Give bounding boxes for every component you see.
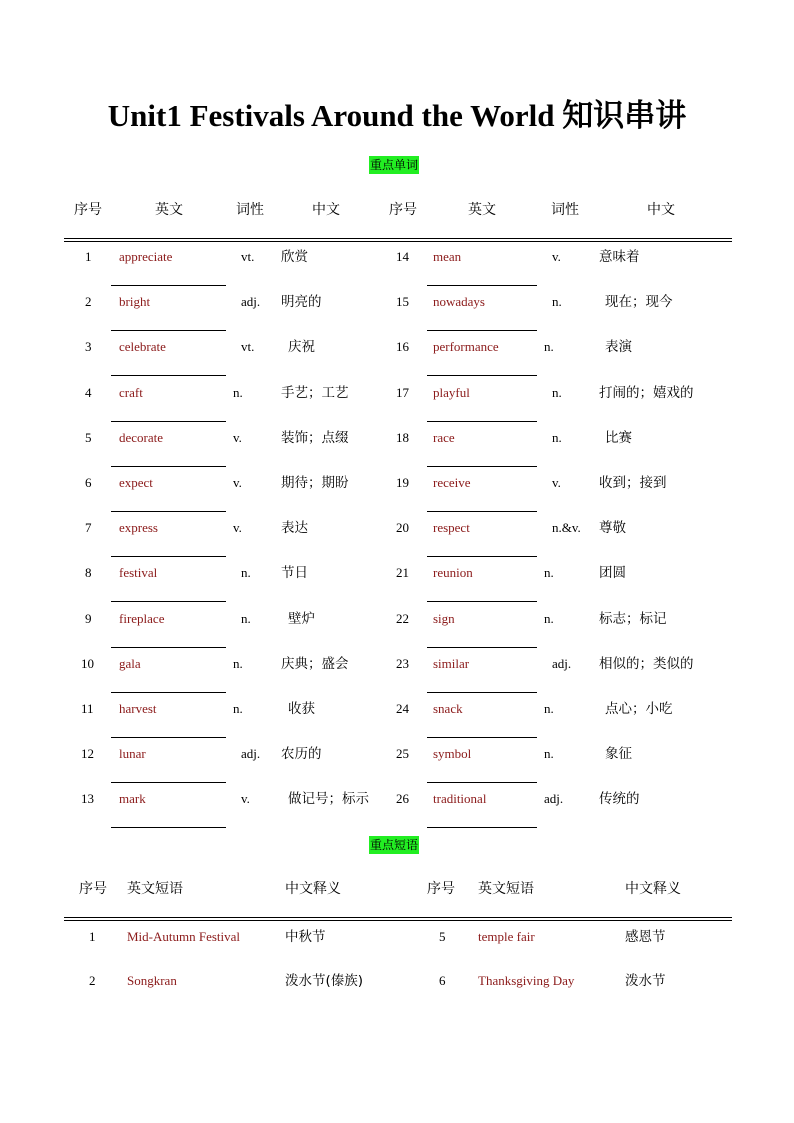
vocab-chinese-meaning: 相似的；类似的	[599, 655, 694, 672]
vocab-part-of-speech: n.	[233, 701, 243, 716]
vocab-word: performance	[433, 339, 499, 355]
vocab-number: 3	[85, 339, 92, 355]
header-rule-bottom	[64, 241, 732, 242]
vocab-header-cell: 英文	[155, 202, 183, 218]
vocab-chinese-meaning: 团圆	[599, 565, 626, 582]
vocab-word: harvest	[119, 701, 157, 716]
vocab-part-of-speech: v.	[241, 791, 250, 807]
vocab-chinese-meaning: 欣赏	[281, 249, 308, 265]
phrase-header-cell: 序号	[427, 881, 455, 897]
vocab-part-of-speech: n.	[544, 746, 554, 762]
vocab-word: lunar	[119, 746, 146, 762]
page-title: Unit1 Festivals Around the World 知识串讲	[107, 98, 687, 133]
vocab-part-of-speech: n.	[552, 429, 562, 445]
phrase-number: 2	[89, 973, 96, 988]
vocab-number: 16	[396, 339, 409, 355]
phrase-english: Mid-Autumn Festival	[127, 929, 241, 944]
vocab-number: 10	[81, 655, 94, 671]
vocab-word: mark	[119, 791, 146, 807]
phrase-chinese: 泼水节(傣族)	[285, 973, 364, 989]
vocab-word: appreciate	[119, 249, 173, 264]
answer-blank-line	[427, 556, 537, 557]
vocab-part-of-speech: vt.	[241, 249, 255, 264]
answer-blank-line	[427, 692, 537, 693]
vocab-chinese-meaning: 点心；小吃	[605, 701, 673, 717]
vocab-header-cell: 英文	[468, 202, 496, 218]
vocab-number: 25	[396, 746, 409, 762]
vocab-number: 20	[396, 520, 409, 536]
vocab-chinese-meaning: 表达	[281, 520, 308, 537]
vocab-chinese-meaning: 农历的	[281, 746, 322, 763]
vocab-header-cell: 序号	[389, 202, 417, 218]
phrase-chinese: 泼水节	[625, 973, 666, 989]
vocab-word: receive	[433, 475, 471, 490]
answer-blank-line	[111, 330, 226, 331]
phrase-header-cell: 序号	[79, 881, 107, 897]
vocab-number: 8	[85, 565, 92, 581]
phrase-rule-bottom	[64, 920, 732, 921]
vocab-word: respect	[433, 520, 470, 536]
answer-blank-line	[111, 647, 226, 648]
vocab-part-of-speech: n.&v.	[552, 520, 581, 536]
vocab-number: 23	[396, 655, 409, 671]
vocab-chinese-meaning: 庆祝	[288, 339, 315, 356]
answer-blank-line	[427, 737, 537, 738]
answer-blank-line	[111, 421, 226, 422]
vocab-part-of-speech: n.	[544, 565, 554, 581]
vocab-word: mean	[433, 249, 462, 264]
phrase-header-cell: 英文短语	[127, 881, 183, 897]
vocab-part-of-speech: v.	[233, 520, 242, 536]
vocab-chinese-meaning: 节日	[281, 565, 308, 582]
phrase-number: 5	[439, 929, 446, 944]
vocab-chinese-meaning: 壁炉	[288, 610, 315, 627]
answer-blank-line	[111, 692, 226, 693]
vocab-header-cell: 中文	[647, 202, 675, 218]
vocab-chinese-meaning: 收到；接到	[599, 475, 667, 491]
vocab-chinese-meaning: 明亮的	[281, 294, 322, 311]
vocab-chinese-meaning: 手艺；工艺	[281, 384, 349, 401]
vocab-part-of-speech: n.	[233, 655, 243, 671]
vocab-part-of-speech: n.	[233, 384, 243, 400]
phrase-english: Thanksgiving Day	[478, 973, 575, 988]
vocab-number: 12	[81, 746, 94, 762]
vocab-section-badge: 重点单词	[370, 158, 419, 172]
vocab-part-of-speech: n.	[241, 565, 251, 581]
answer-blank-line	[111, 466, 226, 467]
vocab-number: 18	[396, 429, 409, 445]
vocab-word: celebrate	[119, 339, 166, 355]
phrase-english: temple fair	[478, 929, 535, 944]
vocab-number: 6	[85, 475, 92, 490]
vocab-part-of-speech: adj.	[544, 791, 564, 807]
answer-blank-line	[111, 737, 226, 738]
vocab-part-of-speech: n.	[544, 610, 554, 626]
vocab-word: snack	[433, 701, 463, 716]
phrase-header-cell: 英文短语	[478, 881, 534, 897]
answer-blank-line	[111, 375, 226, 376]
answer-blank-line	[427, 330, 537, 331]
vocab-header-cell: 词性	[236, 202, 264, 218]
answer-blank-line	[427, 827, 537, 828]
vocab-chinese-meaning: 象征	[605, 746, 632, 763]
vocab-part-of-speech: vt.	[241, 339, 255, 355]
vocab-number: 17	[396, 384, 409, 400]
answer-blank-line	[111, 556, 226, 557]
vocab-chinese-meaning: 打闹的；嬉戏的	[599, 384, 694, 401]
vocab-number: 13	[81, 791, 94, 807]
vocab-chinese-meaning: 做记号；标示	[288, 791, 369, 808]
vocab-part-of-speech: v.	[233, 429, 242, 445]
answer-blank-line	[427, 285, 537, 286]
answer-blank-line	[427, 375, 537, 376]
vocab-part-of-speech: v.	[552, 249, 561, 264]
vocab-word: symbol	[433, 746, 472, 762]
vocab-chinese-meaning: 表演	[605, 339, 632, 356]
vocab-word: playful	[433, 384, 470, 400]
answer-blank-line	[427, 421, 537, 422]
phrase-chinese: 中秋节	[285, 929, 326, 945]
answer-blank-line	[427, 647, 537, 648]
phrase-rule-top	[64, 917, 732, 918]
answer-blank-line	[427, 466, 537, 467]
phrase-section-badge: 重点短语	[370, 838, 419, 852]
vocab-part-of-speech: adj.	[241, 746, 261, 762]
vocab-word: craft	[119, 384, 143, 400]
vocab-number: 1	[85, 249, 92, 264]
phrase-english: Songkran	[127, 973, 177, 988]
vocab-part-of-speech: n.	[544, 701, 554, 716]
phrase-chinese: 感恩节	[625, 929, 666, 945]
vocab-chinese-meaning: 意味着	[599, 249, 640, 265]
vocab-word: expect	[119, 475, 153, 490]
answer-blank-line	[111, 511, 226, 512]
vocab-chinese-meaning: 装饰；点缀	[281, 429, 349, 446]
vocab-chinese-meaning: 尊敬	[599, 520, 626, 537]
answer-blank-line	[427, 511, 537, 512]
vocab-number: 22	[396, 610, 409, 626]
vocab-chinese-meaning: 期待；期盼	[281, 475, 349, 491]
vocab-number: 26	[396, 791, 409, 807]
vocab-number: 9	[85, 610, 92, 626]
vocab-number: 21	[396, 565, 409, 581]
vocab-number: 11	[81, 701, 94, 716]
answer-blank-line	[427, 601, 537, 602]
vocab-word: nowadays	[433, 294, 485, 310]
vocab-number: 24	[396, 701, 409, 716]
phrase-header-cell: 中文释义	[285, 881, 341, 897]
answer-blank-line	[111, 285, 226, 286]
vocab-word: express	[119, 520, 158, 536]
vocab-header-cell: 词性	[551, 202, 579, 218]
vocab-number: 5	[85, 429, 92, 445]
vocab-number: 14	[396, 249, 409, 264]
vocab-word: decorate	[119, 429, 164, 445]
vocab-part-of-speech: v.	[552, 475, 561, 490]
vocab-part-of-speech: n.	[552, 384, 562, 400]
vocab-number: 7	[85, 520, 92, 536]
vocab-part-of-speech: n.	[552, 294, 562, 310]
phrase-number: 6	[439, 973, 446, 988]
vocab-part-of-speech: v.	[233, 475, 242, 490]
header-rule-top	[64, 238, 732, 239]
vocab-word: similar	[433, 655, 470, 671]
vocab-chinese-meaning: 比赛	[605, 429, 632, 446]
vocab-part-of-speech: n.	[241, 610, 251, 626]
vocab-word: gala	[119, 655, 141, 671]
vocab-chinese-meaning: 标志；标记	[599, 610, 667, 627]
vocab-part-of-speech: adj.	[241, 294, 261, 310]
vocab-chinese-meaning: 庆典；盛会	[281, 655, 349, 672]
vocab-word: reunion	[433, 565, 473, 581]
vocab-number: 2	[85, 294, 92, 310]
answer-blank-line	[111, 782, 226, 783]
vocab-word: race	[433, 429, 455, 445]
vocab-chinese-meaning: 现在；现今	[605, 294, 673, 311]
answer-blank-line	[111, 601, 226, 602]
vocab-chinese-meaning: 收获	[288, 701, 315, 717]
vocab-number: 15	[396, 294, 409, 310]
vocab-word: sign	[433, 610, 455, 626]
vocab-number: 4	[85, 384, 92, 400]
vocab-header-cell: 序号	[74, 202, 102, 218]
vocab-word: festival	[119, 565, 158, 581]
phrase-header-cell: 中文释义	[625, 881, 681, 897]
answer-blank-line	[427, 782, 537, 783]
vocab-part-of-speech: adj.	[552, 655, 572, 671]
vocab-word: fireplace	[119, 610, 165, 626]
vocab-word: traditional	[433, 791, 487, 807]
vocab-number: 19	[396, 475, 409, 490]
vocab-word: bright	[119, 294, 151, 310]
vocab-chinese-meaning: 传统的	[599, 791, 640, 808]
vocab-header-cell: 中文	[312, 202, 340, 218]
answer-blank-line	[111, 827, 226, 828]
vocab-part-of-speech: n.	[544, 339, 554, 355]
phrase-number: 1	[89, 929, 96, 944]
